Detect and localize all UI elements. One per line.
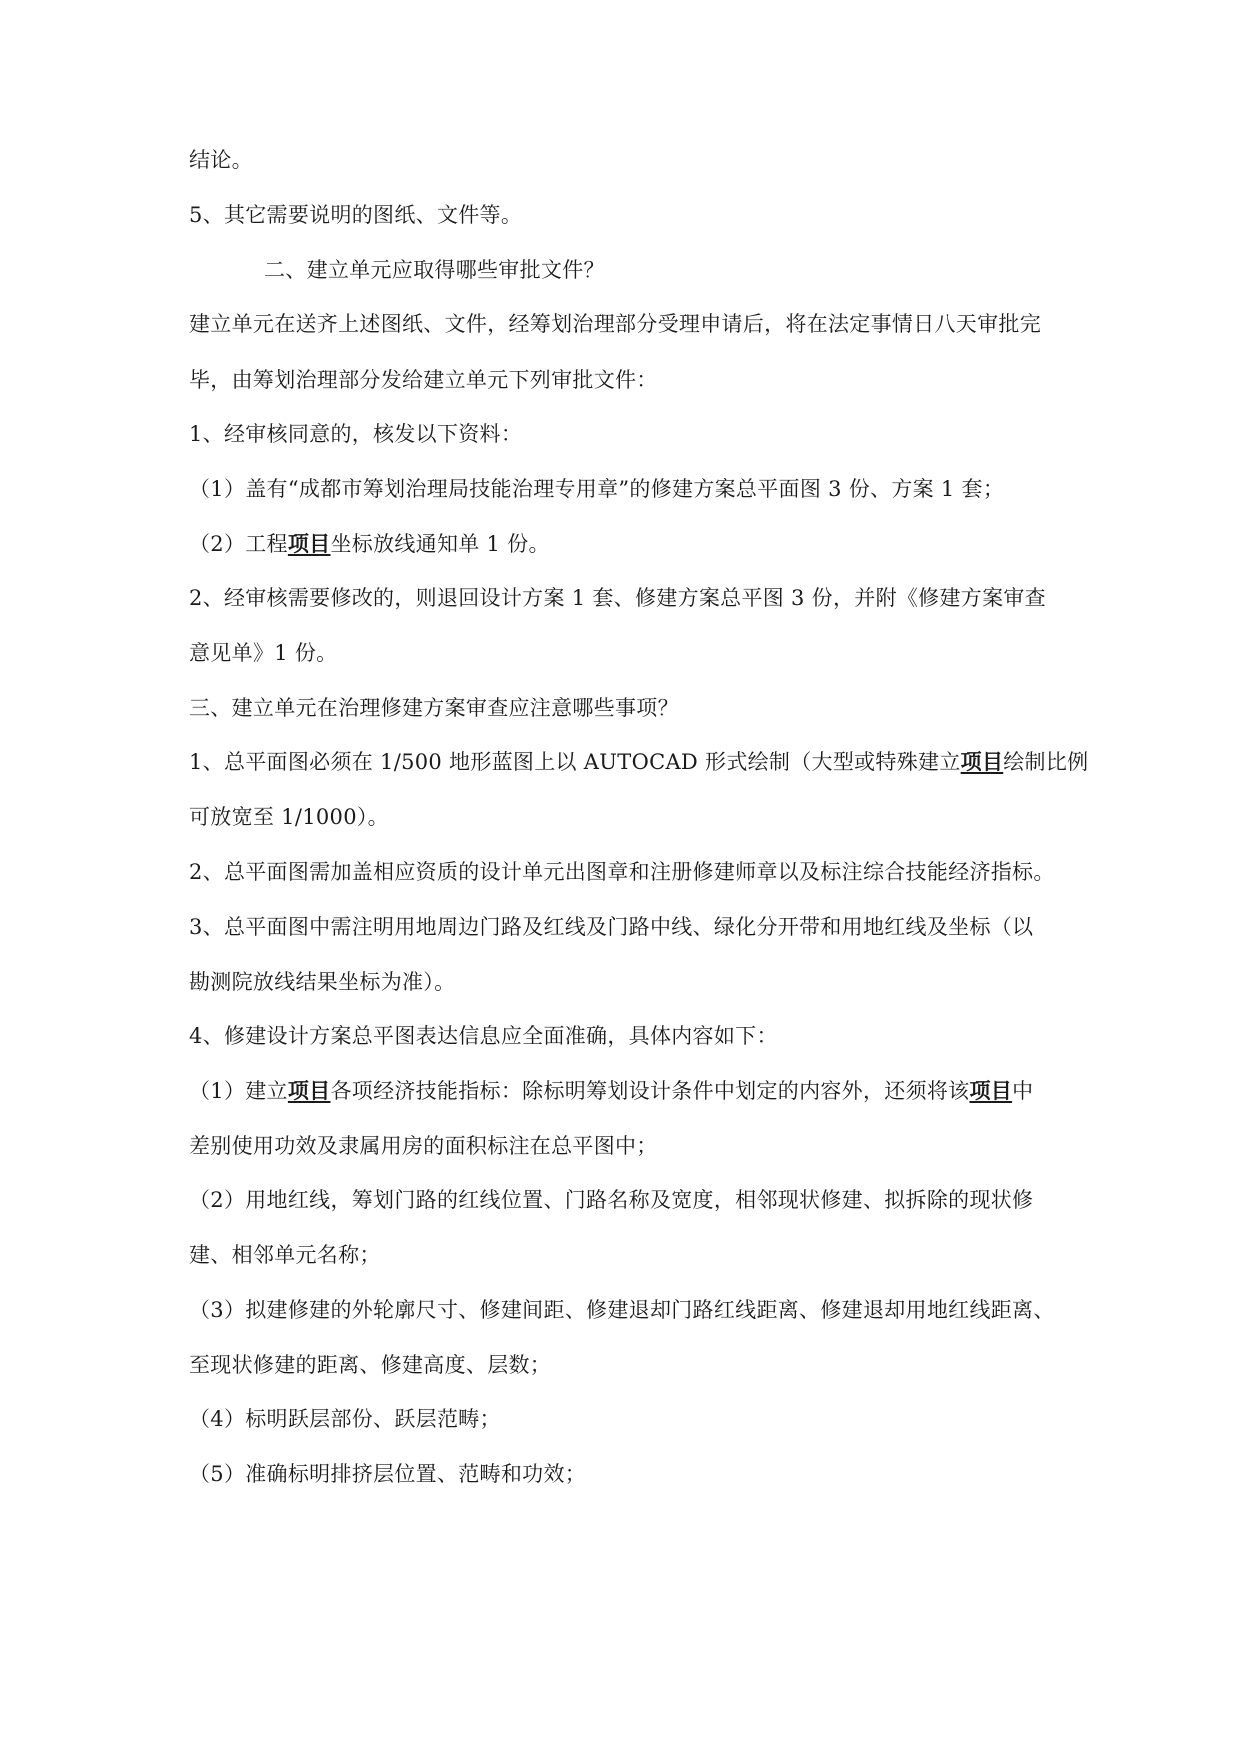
paragraph-line xyxy=(189,1077,1033,1105)
text-segment: 1、总平面图必须在 1/500 地形蓝图上以 AUTOCAD 形式绘制（大型或特殊建立 xyxy=(189,750,961,774)
paragraph-line: 结论。 xyxy=(189,148,253,172)
paragraph-line: 4、修建设计方案总平图表达信息应全面准确，具体内容如下： xyxy=(189,1024,778,1048)
paragraph-line: 毕，由筹划治理部分发给建立单元下列审批文件： xyxy=(189,368,658,392)
highlighted-term: 项目 xyxy=(287,1078,331,1103)
paragraph-line: 2、总平面图需加盖相应资质的设计单元出图章和注册修建师章以及标注综合技能经济指标。 xyxy=(189,860,1055,884)
paragraph-line: 2、经审核需要修改的，则退回设计方案 1 套、修建方案总平图 3 份，并附《修建方案审查 xyxy=(189,586,1046,610)
paragraph-line: （1）盖有“成都市筹划治理局技能治理专用章”的修建方案总平面图 3 份、方案 1 套； xyxy=(189,477,1005,501)
paragraph-line: （4）标明跃层部份、跃层范畴； xyxy=(189,1407,501,1431)
text-segment: 各项经济技能指标：除标明筹划设计条件中划定的内容外，还须将该 xyxy=(330,1079,970,1103)
text-segment: （2）工程 xyxy=(189,532,288,556)
text-segment: 中 xyxy=(1012,1079,1034,1103)
paragraph-line xyxy=(189,748,1088,776)
text-segment: 坐标放线通知单 1 份。 xyxy=(330,532,550,556)
highlighted-term: 项目 xyxy=(969,1078,1013,1103)
paragraph-line xyxy=(189,530,550,558)
section-heading: 二、建立单元应取得哪些审批文件？ xyxy=(264,258,605,282)
paragraph-line: 3、总平面图中需注明用地周边门路及红线及门路中线、绿化分开带和用地红线及坐标（以 xyxy=(189,915,1034,939)
paragraph-line: （3）拟建修建的外轮廓尺寸、修建间距、修建退却门路红线距离、修建退却用地红线距离、 xyxy=(189,1298,1055,1322)
highlighted-term: 项目 xyxy=(287,531,331,556)
paragraph-line: （5）准确标明排挤层位置、范畴和功效； xyxy=(189,1462,587,1486)
paragraph-line: 差别使用功效及隶属用房的面积标注在总平图中； xyxy=(189,1134,658,1158)
paragraph-line: 5、其它需要说明的图纸、文件等。 xyxy=(189,203,523,227)
text-segment: （1）建立 xyxy=(189,1079,288,1103)
highlighted-term: 项目 xyxy=(960,749,1004,774)
paragraph-line: 建、相邻单元名称； xyxy=(189,1243,381,1267)
paragraph-line: 1、经审核同意的，核发以下资料： xyxy=(189,422,523,446)
paragraph-line: 意见单》1 份。 xyxy=(189,641,338,665)
paragraph-line: 建立单元在送齐上述图纸、文件，经筹划治理部分受理申请后，将在法定事情日八天审批完 xyxy=(189,312,1041,336)
paragraph-line: （2）用地红线，筹划门路的红线位置、门路名称及宽度，相邻现状修建、拟拆除的现状修 xyxy=(189,1188,1034,1212)
paragraph-line: 勘测院放线结果坐标为准）。 xyxy=(189,970,456,994)
text-segment: 绘制比例 xyxy=(1003,750,1089,774)
paragraph-line: 至现状修建的距离、修建高度、层数； xyxy=(189,1353,552,1377)
paragraph-line: 可放宽至 1/1000）。 xyxy=(189,805,389,829)
section-heading: 三、建立单元在治理修建方案审查应注意哪些事项？ xyxy=(189,696,679,720)
